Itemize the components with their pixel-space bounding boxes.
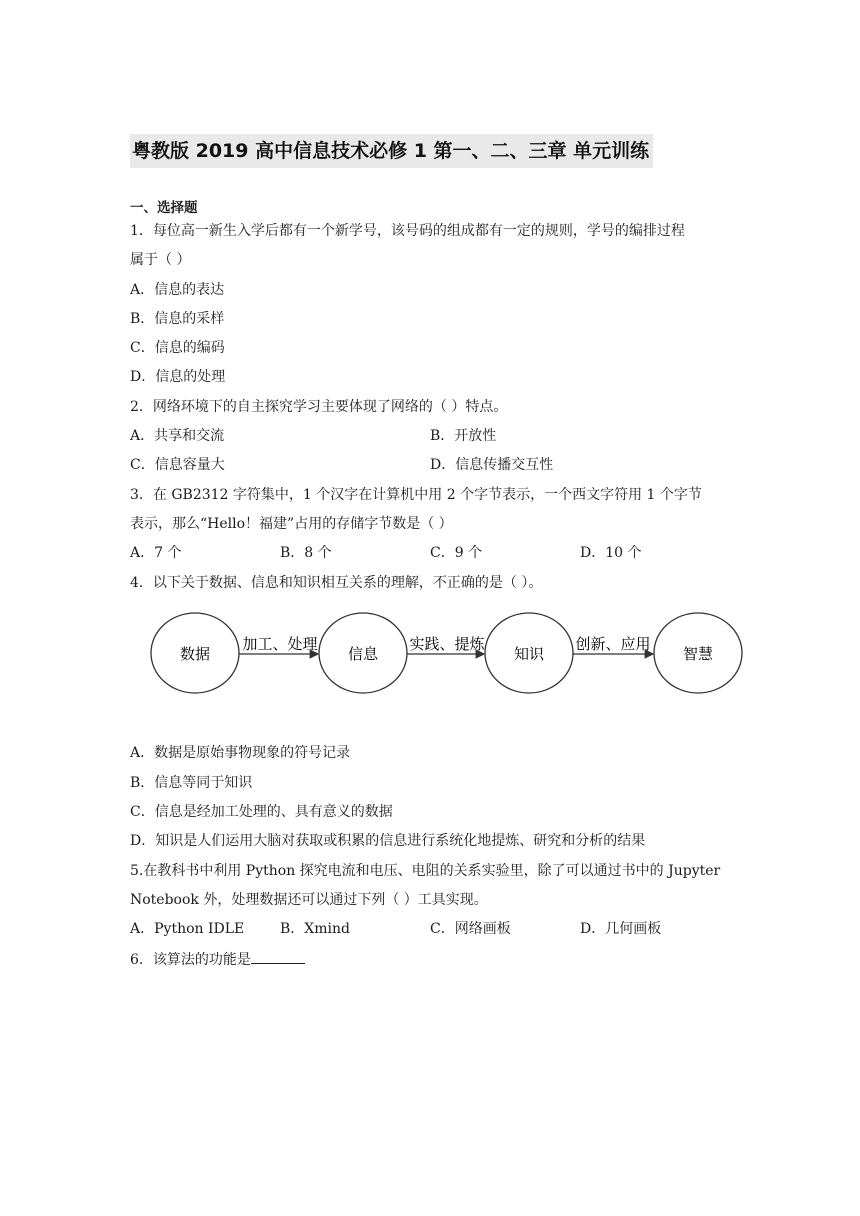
q4-stem: 4．以下关于数据、信息和知识相互关系的理解，不正确的是（ ）。 — [130, 575, 543, 591]
q3-option-d: D．10 个 — [580, 545, 642, 561]
q4-option-a: A．数据是原始事物现象的符号记录 — [130, 745, 351, 761]
node-label-data: 数据 — [179, 645, 211, 663]
q1-option-a: A．信息的表达 — [130, 282, 225, 298]
q2-option-d: D．信息传播交互性 — [430, 457, 554, 473]
q5-stem-line2: Notebook 外，处理数据还可以通过下列（ ）工具实现。 — [130, 892, 488, 908]
node-label-wisdom: 智慧 — [682, 645, 714, 663]
q5-stem-line1: 5.在教科书中利用 Python 探究电流和电压、电阻的关系实验里，除了可以通过书中的 Jupyter — [130, 863, 721, 879]
node-label-knowledge: 知识 — [513, 645, 545, 663]
q4-option-b: B．信息等同于知识 — [130, 775, 253, 791]
arrow-label-apply: 创新、应用 — [575, 635, 651, 653]
q2-stem: 2．网络环境下的自主探究学习主要体现了网络的（ ）特点。 — [130, 399, 508, 415]
q1-option-b: B．信息的采样 — [130, 311, 225, 327]
q1-stem-line1: 1．每位高一新生入学后都有一个新学号，该号码的组成都有一定的规则，学号的编排过程 — [130, 223, 685, 239]
q2-option-c: C．信息容量大 — [130, 457, 225, 473]
q3-option-a: A．7 个 — [130, 545, 182, 561]
q5-option-c: C．网络画板 — [430, 921, 511, 937]
q2-option-b: B．开放性 — [430, 428, 497, 444]
q1-option-c: C．信息的编码 — [130, 340, 225, 356]
answer-blank — [251, 949, 305, 964]
node-label-information: 信息 — [347, 645, 379, 663]
knowledge-hierarchy-diagram — [150, 606, 750, 700]
q3-stem-line1: 3．在 GB2312 字符集中，1 个汉字在计算机中用 2 个字节表示，一个西文字符用 1 个字节 — [130, 487, 702, 503]
section-heading: 一、选择题 — [130, 200, 198, 216]
arrow-label-process: 加工、处理 — [242, 635, 318, 653]
q1-stem-line2: 属于（ ） — [130, 252, 191, 268]
q5-option-d: D．几何画板 — [580, 921, 662, 937]
q6-stem-text: 6．该算法的功能是 — [130, 952, 251, 968]
q4-option-c: C．信息是经加工处理的、具有意义的数据 — [130, 804, 393, 820]
q1-option-d: D．信息的处理 — [130, 369, 226, 385]
q3-option-c: C．9 个 — [430, 545, 483, 561]
arrow-label-refine: 实践、提炼 — [409, 635, 485, 653]
document-title: 粤教版 2019 高中信息技术必修 1 第一、二、三章 单元训练 — [130, 134, 653, 168]
q2-option-a: A．共享和交流 — [130, 428, 225, 444]
q5-option-b: B．Xmind — [280, 921, 350, 937]
q3-option-b: B．8 个 — [280, 545, 332, 561]
q6-stem — [130, 949, 305, 970]
q4-option-d: D．知识是人们运用大脑对获取或积累的信息进行系统化地提炼、研究和分析的结果 — [130, 833, 646, 849]
q5-option-a: A．Python IDLE — [130, 921, 245, 937]
q3-stem-line2: 表示，那么“Hello！福建”占用的存储字节数是（ ） — [130, 516, 453, 532]
